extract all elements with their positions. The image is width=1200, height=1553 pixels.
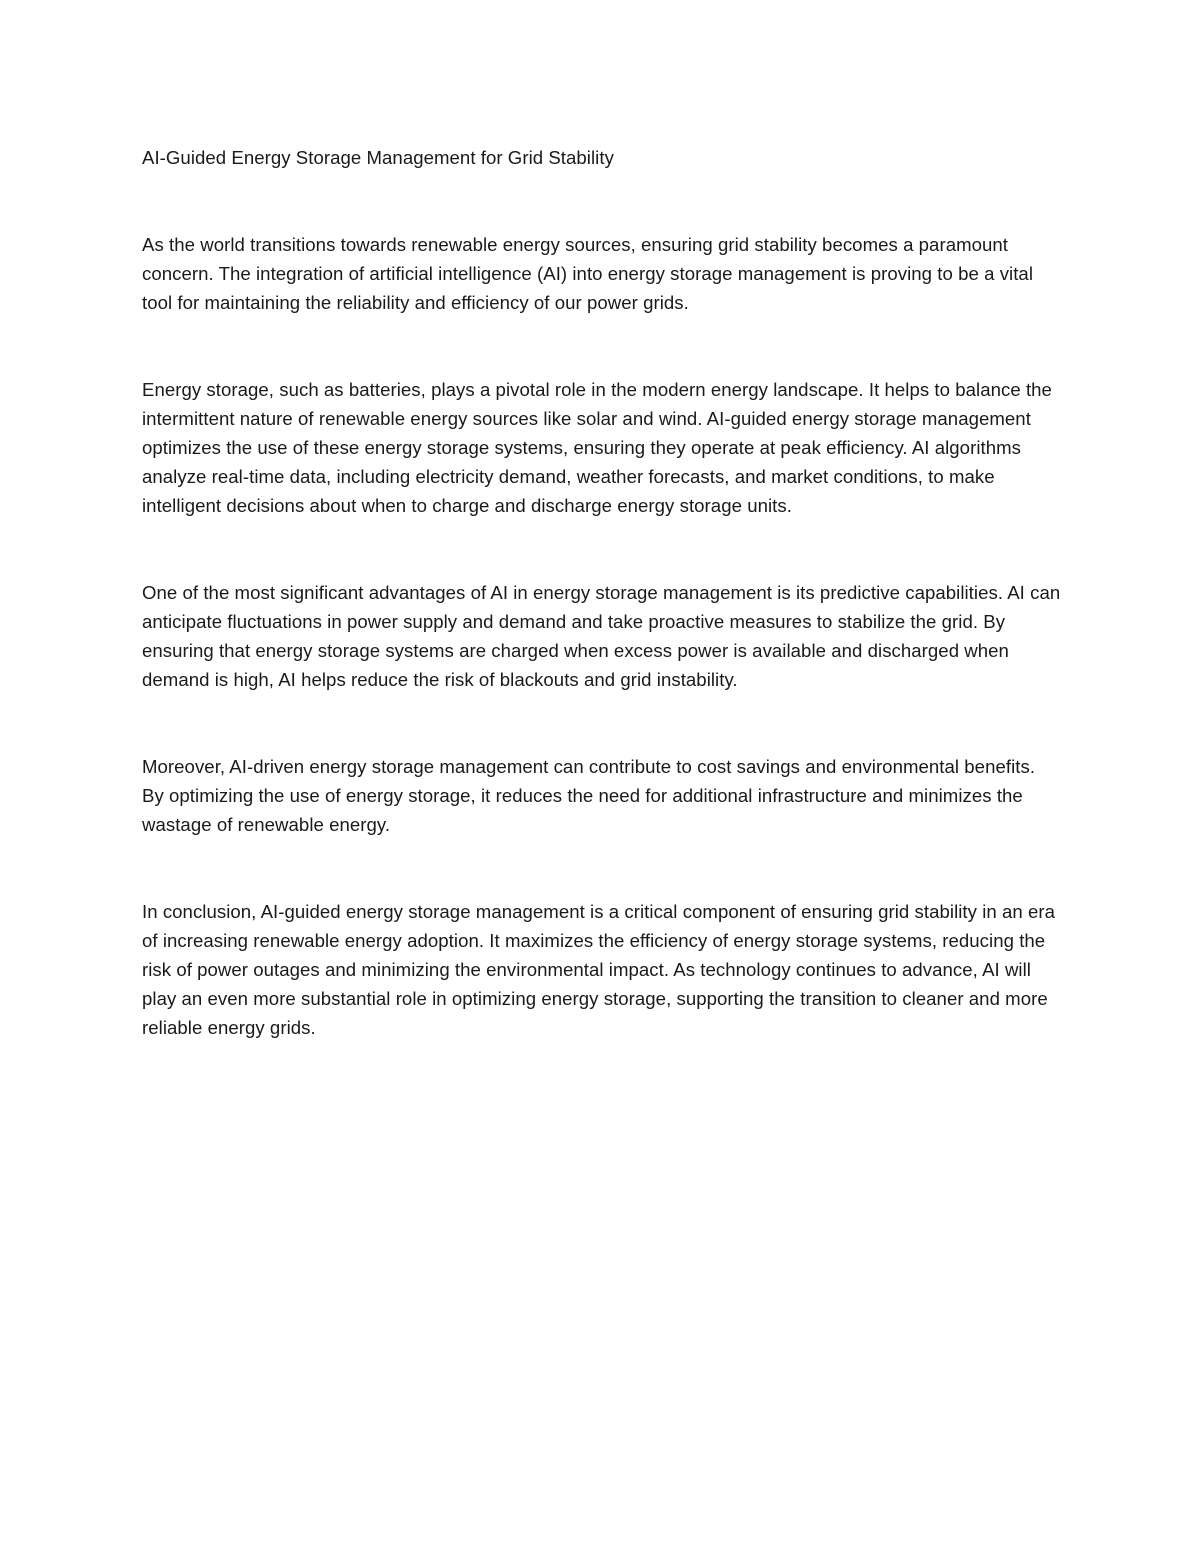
document-body bbox=[142, 143, 1062, 1042]
paragraph-intro: As the world transitions towards renewable energy sources, ensuring grid stability becomes a paramount concern. The integration of artificial intelligence (AI) into energy storage management is proving to be a vital tool for maintaining the reliability and efficiency of our power grids. bbox=[142, 234, 1034, 313]
paragraph-cost-savings: Moreover, AI-driven energy storage management can contribute to cost savings and environmental benefits. By optimizing the use of energy storage, it reduces the need for additional infrastructure and minimizes the wastage of renewable energy. bbox=[142, 756, 1036, 835]
paragraph-energy-storage: Energy storage, such as batteries, plays a pivotal role in the modern energy landscape. It helps to balance the intermittent nature of renewable energy sources like solar and wind. AI-guided energy storage management optimizes the use of these energy storage systems, ensuring they operate at peak efficiency. AI algorithms analyze real-time data, including electricity demand, weather forecasts, and market conditions, to make intelligent decisions about when to charge and discharge energy storage units. bbox=[142, 379, 1052, 516]
document-title: AI-Guided Energy Storage Management for Grid Stability bbox=[142, 147, 614, 168]
paragraph-predictive-capabilities: One of the most significant advantages of AI in energy storage management is its predictive capabilities. AI can anticipate fluctuations in power supply and demand and take proactive measures to stabilize the grid. By ensuring that energy storage systems are charged when excess power is available and discharged when demand is high, AI helps reduce the risk of blackouts and grid instability. bbox=[142, 582, 1061, 690]
paragraph-conclusion: In conclusion, AI-guided energy storage management is a critical component of ensuring grid stability in an era of increasing renewable energy adoption. It maximizes the efficiency of energy storage systems, reducing the risk of power outages and minimizing the environmental impact. As technology continues to advance, AI will play an even more substantial role in optimizing energy storage, supporting the transition to cleaner and more reliable energy grids. bbox=[142, 901, 1056, 1038]
